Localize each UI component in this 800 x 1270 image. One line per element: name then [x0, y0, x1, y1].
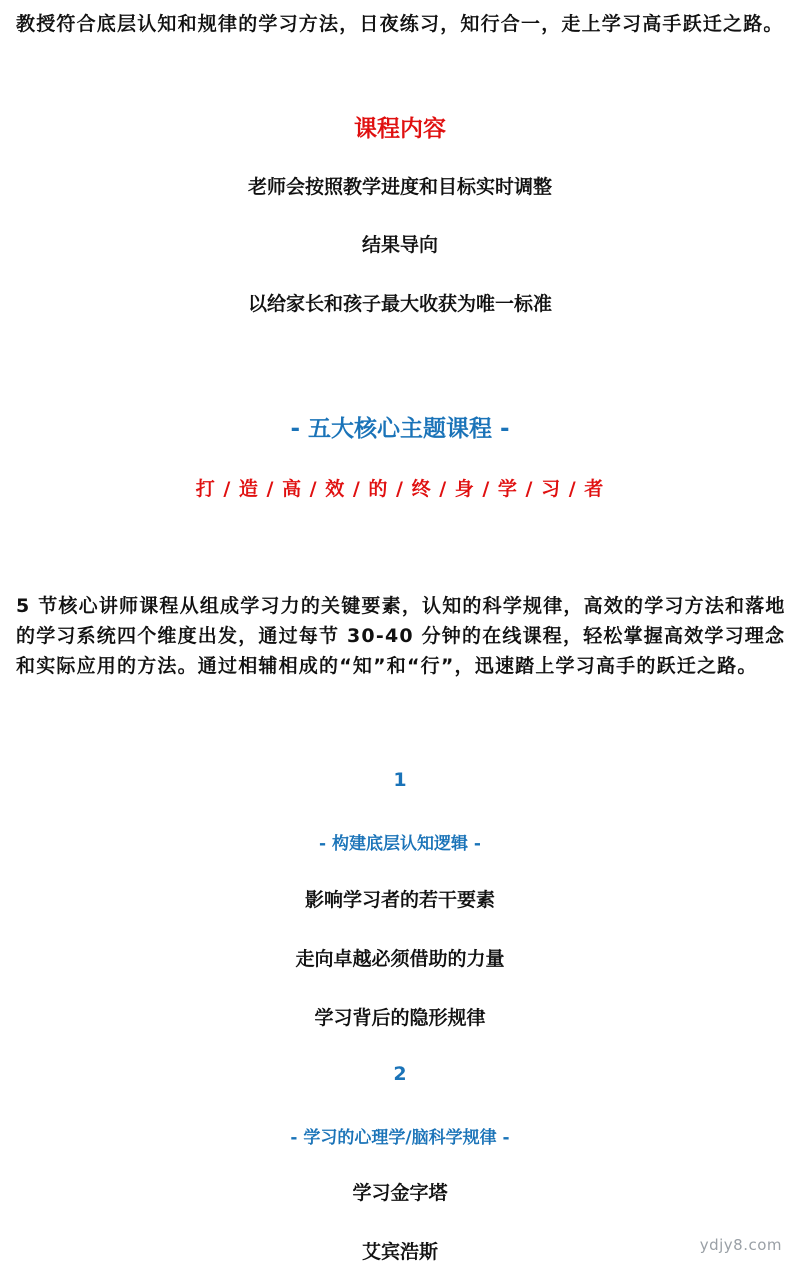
section-1-item-2: 走向卓越必须借助的力量 — [295, 948, 505, 970]
watermark: ydjy8.com — [699, 1236, 782, 1254]
section-1-title: - 构建底层认知逻辑 - — [319, 834, 481, 854]
course-content-title: 课程内容 — [354, 116, 446, 142]
core-courses-description: 5 节核心讲师课程从组成学习力的关键要素，认知的科学规律，高效的学习方法和落地的学习系统四个维度出发，通过每节 30-40 分钟的在线课程，轻松掌握高效学习理念和实际应用的方法。通过相辅相成的“知”和“行”，迅速踏上学习高手的跃迁之路。 — [16, 595, 786, 677]
section-1-item-3: 学习背后的隐形规律 — [314, 1007, 486, 1029]
section-2-number: 2 — [393, 1063, 407, 1085]
section-1-item-1: 影响学习者的若干要素 — [304, 889, 495, 911]
core-courses-subtitle: 打 / 造 / 高 / 效 / 的 / 终 / 身 / 学 / 习 / 者 — [195, 478, 605, 500]
section-2-title: - 学习的心理学/脑科学规律 - — [290, 1128, 510, 1148]
core-courses-title: - 五大核心主题课程 - — [290, 416, 510, 442]
section-2-item-2: 艾宾浩斯 — [361, 1241, 438, 1263]
course-content-line-2: 结果导向 — [361, 234, 438, 256]
intro-paragraph: 教授符合底层认知和规律的学习方法，日夜练习，知行合一，走上学习高手跃迁之路。 — [16, 13, 784, 35]
section-1-number: 1 — [393, 769, 407, 791]
course-content-line-1: 老师会按照教学进度和目标实时调整 — [247, 176, 552, 198]
section-2-item-1: 学习金字塔 — [352, 1182, 448, 1204]
course-content-line-3: 以给家长和孩子最大收获为唯一标准 — [247, 293, 552, 315]
